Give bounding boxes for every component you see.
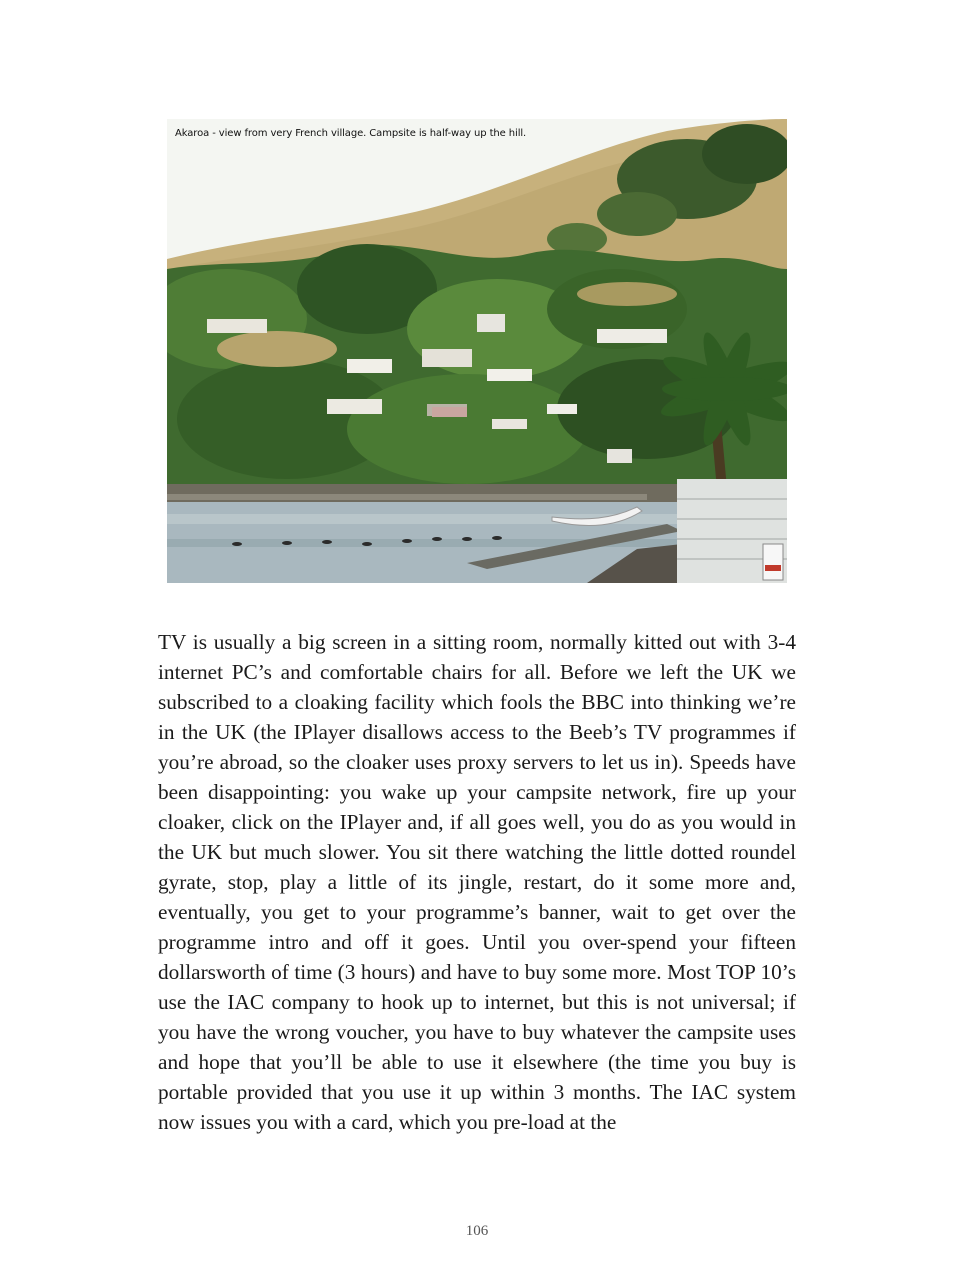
page-number: 106 <box>465 1223 489 1239</box>
photo-caption: Akaroa - view from very French village. Campsite is half-way up the hill. <box>175 128 527 139</box>
akaroa-photo-illustration <box>167 119 787 583</box>
body-text <box>158 627 796 1137</box>
body-paragraph: TV is usually a big screen in a sitting room, normally kitted out with 3-4 internet PC’s and comfortable chairs for all. Before we left the UK we subscribed to a cloaking facility which fools the BBC into thinking we’re in the UK (the IPlayer disallows access to the Beeb’s TV programmes if you’re abroad, so the cloaker uses proxy servers to let us in). Speeds have been disappointing: you wake up your campsite network, fire up your cloaker, click on the IPlayer and, if all goes well, you do as you would in the UK but much slower. You sit there watching the little dotted roundel gyrate, stop, play a little of its jingle, restart, do it some more and, eventually, you get to your programme’s banner, wait to get over the programme intro and off it goes. Until you over-spend your fifteen dollarsworth of time (3 hours) and have to buy some more. Most TOP 10’s use the IAC company to hook up to internet, but this is not universal; if you have the wrong voucher, you have to buy whatever the campsite uses and hope that you’ll be able to use it elsewhere (the time you buy is portable provided that you use it up within 3 months. The IAC system now issues you with a card, which you pre-load at the <box>158 630 796 1134</box>
akaroa-photo <box>167 119 787 583</box>
